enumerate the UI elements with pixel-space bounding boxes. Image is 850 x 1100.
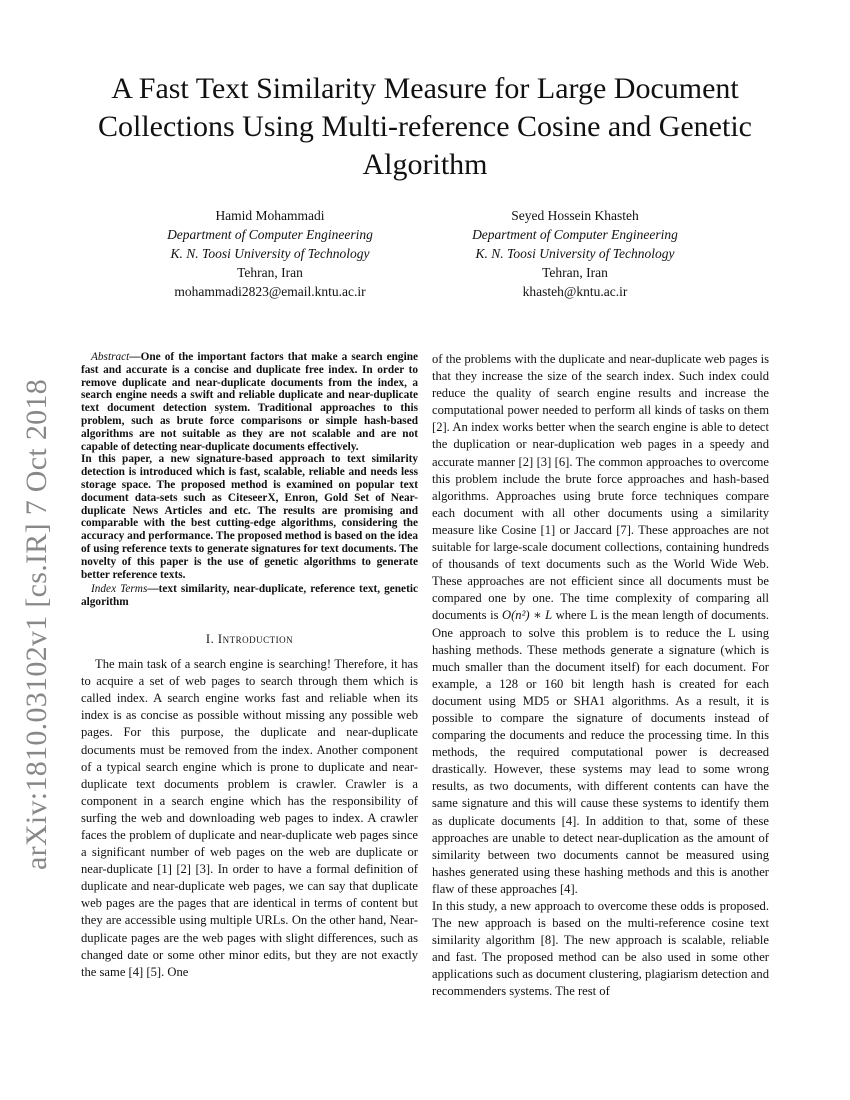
index-terms-text: —text similarity, near-duplicate, reference text, genetic algorithm (81, 583, 418, 609)
right-column (432, 351, 769, 1001)
author-email: khasteh@kntu.ac.ir (522, 284, 628, 299)
index-terms (81, 583, 418, 609)
author-location: Tehran, Iran (542, 265, 608, 280)
abstract (81, 351, 418, 453)
author-department: Department of Computer Engineering (167, 227, 373, 242)
author-name: Hamid Mohammadi (215, 208, 325, 223)
abstract-text-1: —One of the important factors that make a search engine fast and accurate is a concise and duplicate free index. In order to remove duplicate and near-duplicate documents from the index, a search engine needs a swift and reliable duplicate and near-duplicate text document detection system. Traditional approaches to this problem, such as brute force comparisons or simple hash-based algorithms are not suitable as they are not scalable and are not capable of detecting near-duplicate documents effectively. (81, 351, 418, 453)
arxiv-stamp: arXiv:1810.03102v1 [cs.IR] 7 Oct 2018 (20, 378, 53, 870)
abstract-label: Abstract (91, 351, 130, 363)
left-column (81, 351, 418, 981)
author-university: K. N. Toosi University of Technology (475, 246, 675, 261)
author-block-2 (410, 206, 740, 301)
section-number: I. (205, 631, 215, 646)
author-university: K. N. Toosi University of Technology (170, 246, 370, 261)
author-email: mohammadi2823@email.kntu.ac.ir (174, 284, 366, 299)
intro-paragraph-3: In this study, a new approach to overcome these odds is proposed. The new approach is based on the multi-reference cosine text similarity algorithm [8]. The new approach is scalable, reliable and fast. The proposed method can be also used in some other applications such as document clustering, plagiarism detection and recommenders systems. The rest of (432, 899, 769, 999)
section-heading (81, 631, 418, 648)
intro-paragraph-1: The main task of a search engine is searching! Therefore, it has to acquire a set of web pages to search through them which is called index. A search engine works fast and reliable when its index is as concise as possible without missing any possible web pages. For this purpose, the duplicate and near-duplicate documents must be removed from the index. Another component of a typical search engine which is prone to duplicate and near-duplicate text documents problem is crawler. Crawler is a component in a search engine which has the responsibility of surfing the web and downloading web pages to index. A crawler faces the problem of duplicate and near-duplicate web pages since a significant number of web pages on the web are duplicate or near-duplicate [1] [2] [3]. In order to have a formal definition of duplicate and near-duplicate web pages, we can say that duplicate web pages are the pages that are identical in terms of content but they are accessible using multiple URLs. On the other hand, Near-duplicate pages are the web pages with slight differences, such as changed date or some other minor edits, but they are not exactly the same [4] [5]. One (81, 657, 418, 979)
author-department: Department of Computer Engineering (472, 227, 678, 242)
paragraph-text: of the problems with the duplicate and near-duplicate web pages is that they increase the size of the search index. Such index could reduce the quality of search engine results and increase the computational power needed to perform all kinds of tasks on them [2]. An index works better when the search engine is able to detect the duplication or near-duplication web pages in a speedy and accurate manner [2] [3] [6]. The common approaches to overcome this problem include the brute force approaches and hash-based algorithms. Approaches using brute force techniques compare each document with all other documents using a similarity measure like Cosine [1] or Jaccard [7]. These approaches are not suitable for large-scale document collections, containing hundreds of thousands of text documents such as the World Wide Web. These approaches are not efficient since all documents must be compared one by one. The time complexity of comparing all documents is (432, 352, 769, 623)
abstract-text-2: In this paper, a new signature-based approach to text similarity detection is introduced which is fast, scalable, reliable and needs less storage space. The proposed method is examined on popular text document data-sets such as CiteseerX, Enron, Gold Set of Near-duplicate News Articles and etc. The results are promising and comparable with the best cutting-edge algorithms, considering the accuracy and performance. The proposed method is based on the idea of using reference texts to generate signatures for text documents. The novelty of this paper is the use of genetic algorithms to generate better reference texts. (81, 453, 418, 581)
intro-paragraph-2 (432, 351, 769, 898)
author-block-1 (105, 206, 435, 301)
section-title: Introduction (217, 631, 294, 646)
math-complexity: O(n²) ∗ L (502, 608, 553, 623)
author-location: Tehran, Iran (237, 265, 303, 280)
paragraph-text: where L is the mean length of documents. One approach to solve this problem is to reduce the L using hashing methods. These methods generate a signature (which is much smaller than the document itself) for each document. For example, a 128 or 160 bit length hash is created for each document using MD5 or SHA1 algorithms. As a result, it is possible to compare the signature of documents instead of comparing the documents and reduce the processing time. In this methods, the required computational power is decreased drastically. However, these systems may lead to some wrong results, as two documents, with different contents can have the same signature and this will cause these systems to identify them as duplicate documents [4]. In addition to that, some of these approaches are unable to detect near-duplication as the amount of similarity between two documents cannot be measured using hashes generated using these hashing methods and this is another flaw of these approaches [4]. (432, 608, 769, 896)
paper-title: A Fast Text Similarity Measure for Large Document Collections Using Multi-reference Cosine and Genetic Algorithm (98, 72, 752, 181)
author-name: Seyed Hossein Khasteh (511, 208, 639, 223)
index-terms-label: Index Terms (91, 583, 148, 596)
